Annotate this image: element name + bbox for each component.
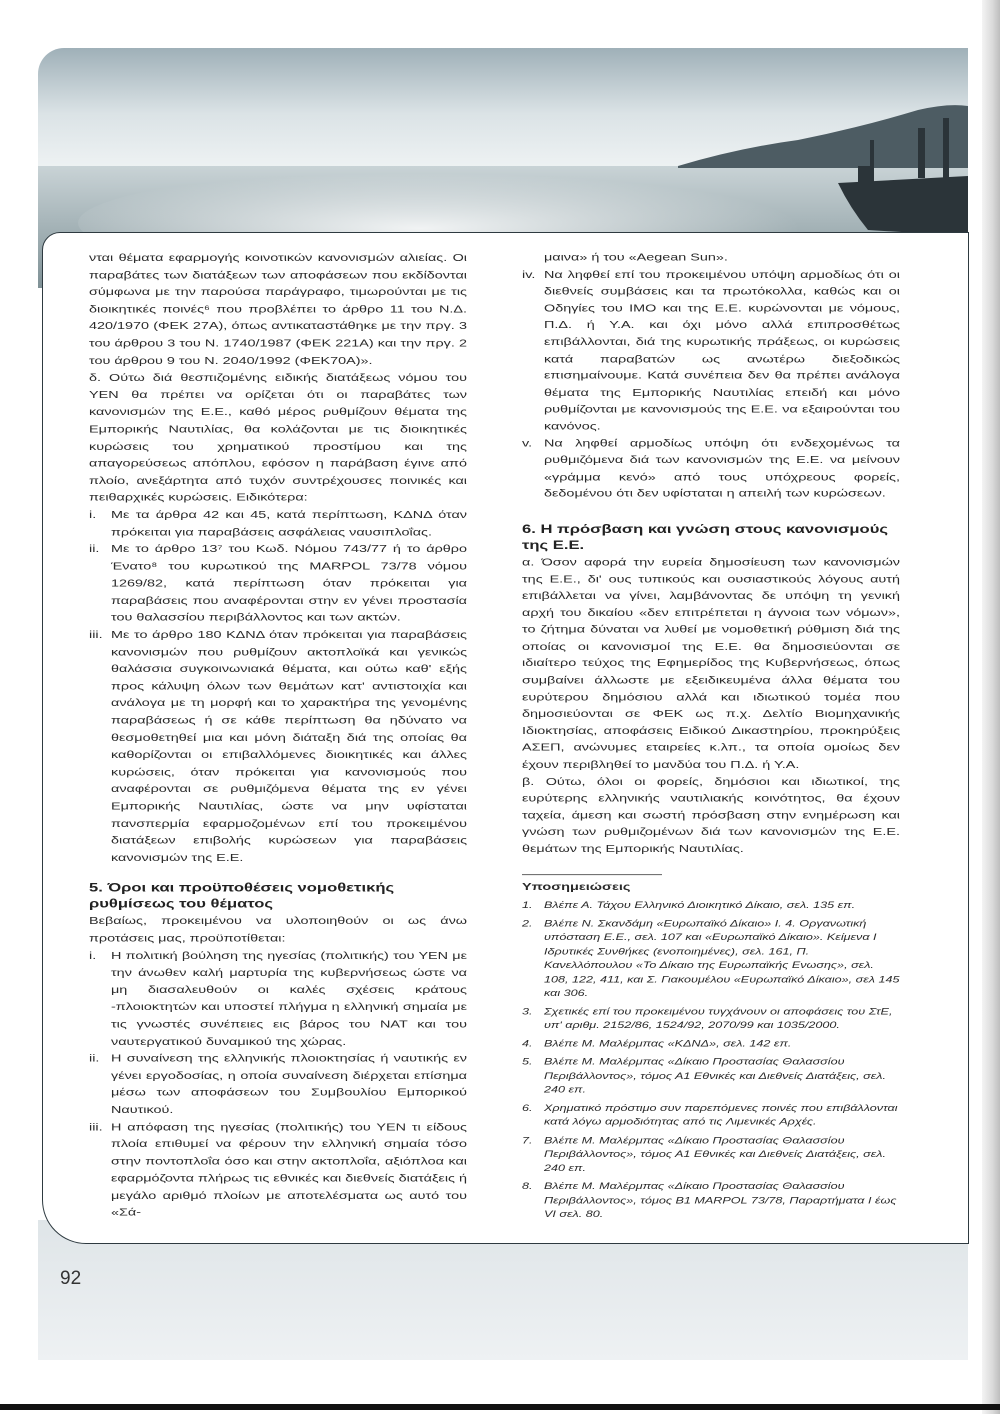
footnote: 1. Βλέπε Α. Τάχου Ελληνικό Διοικητικό Δίκαιο, σελ. 135 επ. [522,900,856,911]
section-5-intro: Βεβαίως, προκειμένου να υλοποιηθούν οι ως άνω προτάσεις μας, προϋποτίθεται: [89,915,467,945]
list-item: i. Η πολιτική βούληση της ηγεσίας (πολιτικής) του ΥΕΝ με την άνωθεν καλή μαρτυρία της κυβερνήσεως ώστε να μη διασαλευθούν οι καλές σχέσεις κράτους -πλοιοκτητών και υποστεί πλήγμα η ελληνική σημαία με τις γνωστές συνέπειες εις βάρος του ΝΑΤ και του ναυτεργατικού δυναμικού της χώρας. [89,950,467,1048]
continuation-line: μαινα» ή του «Aegean Sun». [544,252,728,264]
section-6-heading: 6. Η πρόσβαση και γνώση στους κανονισμούς της Ε.Ε. [522,522,888,552]
scan-bottom-edge [0,1404,1000,1410]
footnote: 7. Βλέπε Μ. Μαλέρμπας «Δίκαιο Προστασίας Θαλασσίου Περιβάλλοντος», τόμος Α1 Εθνικές και Διεθνείς Διατάξεις, σελ. 240 επ. [522,1135,886,1174]
section-6-a: α. Όσον αφορά την ευρεία δημοσίευση των κανονισμών της Ε.Ε., δι' ους τυπικούς και ουσιαστικούς λόγους αυτή επιβάλλεται να γίνει, λαμβάνοντας δε υπόψη τη γενική αρχή του δικαίου «δεν επιτρέπεται η άγνοια των νόμων», το ζήτημα δύναται να λυθεί με νομοθετική ρύθμιση διά της οποίας οι κανονισμοί της Ε.Ε. θα δημοσιεύονται σε ιδιαίτερο τεύχος της Εφημερίδος της Κυβερνήσεως, όπως συμβαίνει άλλωστε με εξειδικευμένα άλλα θέματα του ευρύτερου δημόσιου αλλά και ιδιωτικού τομέα που δημοσιεύονται σε ΦΕΚ ως π.χ. Δελτίο Βιομηχανικής Ιδιοκτησίας, αποφάσεις Ειδικού Δικαστηρίου, προκηρύξεις ΑΣΕΠ, ανώνυμες εταιρείες κ.λπ., τα οποία ομοίως δεν έχουν περιβληθεί το μανδύα του Π.Δ. ή Υ.Α. [522,556,900,771]
footnote: 6. Χρηματικό πρόστιμο συν παρεπόμενες ποινές που επιβάλλονται κατά λόγω αρμοδιότητας από τις Λιμενικές Αρχές. [522,1103,898,1127]
list-item: iii. Η απόφαση της ηγεσίας (πολιτικής) του ΥΕΝ τι είδους πλοία επιθυμεί να φέρουν την ελληνική σημαία τόσο στην ποντοπλοΐα όσο και στην ακτοπλοΐα, αξιόπλοα και εφαρμόζοντα πλήρως τις εθνικές και διεθνείς διατάξεις ή μεγάλο αριθμό πλοίων με αποτελέσματα ως αυτό του «Σά- [89,1121,467,1219]
scan-edge [982,0,1000,1414]
footnote: 3. Σχετικές επί του προκειμένου τυγχάνουν οι αποφάσεις του ΣτΕ, υπ' αριθμ. 2152/86, 1524/92, 2070/99 και 1035/2000. [522,1006,893,1031]
left-column [89,250,467,1222]
footnote: 4. Βλέπε Μ. Μαλέρμπας «ΚΔΝΔ», σελ. 142 επ. [522,1038,792,1049]
list-item: i. Με τα άρθρα 42 και 45, κατά περίπτωση, ΚΔΝΔ όταν πρόκειται για παραβάσεις ασφάλειας ναυσιπλοΐας. [89,509,467,539]
opening-paragraph: νται θέματα εφαρμογής κοινοτικών κανονισμών αλιείας. Οι παραβάτες των διατάξεων των αποφάσεων που εκδίδονται σύμφωνα με την παρούσα παράγραφο, τιμωρούνται με τις διοικητικές ποινές⁶ που προβλέπει το άρθρο 11 του Ν.Δ. 420/1970 (ΦΕΚ 27Α), όπως αντικαταστάθηκε με την πργ. 3 του άρθρου 3 του Ν. 1740/1987 (ΦΕΚ 221Α) και την πργ. 2 του άρθρου 9 του Ν. 2040/1992 (ΦΕΚ70Α)». [89,252,467,367]
footnotes-title: Υποσημειώσεις [522,881,631,893]
list-item: iv. Να ληφθεί επί του προκειμένου υπόψη αρμοδίως ότι οι διεθνείς συμβάσεις και τα πρωτόκολλα, καθώς και οι Οδηγίες του ΙΜΟ και της Ε.Ε. κυρώνονται με νόμους, Π.Δ. ή Υ.Α. και όχι μόνο αλλά επιπροσθέτως επιβάλλονται, διά της κυρωτικής πράξεως, οι κυρώσεις κατά παραβατών ως ανωτέρω διεξοδικώς επισημαίνουμε. Κατά συνέπεια δεν θα πρέπει ανάλογα θέματα της Εμπορικής Ναυτιλίας επειδή και μόνο ρυθμίζονται με κανονισμούς της Ε.Ε. να εξαιρούνται του κανόνος. [522,269,900,433]
list-item: iii. Με το άρθρο 180 ΚΔΝΔ όταν πρόκειται για παραβάσεις κανονισμών που ρυθμίζουν ακτοπλοϊκά και γενικώς θαλάσσια συγκοινωνιακά θέματα, και ούτω καθ' εξής προς κάλυψη όλων των θεμάτων κατ' αντιστοιχία και ανάλογα με τη μορφή και το χαρακτήρα της γενομένης παραβάσεως ή σε κάθε περίπτωση θα ηδύνατο να θεσμοθετηθεί μια και μόνη διάταξη διά της οποίας θα καθορίζονται οι επιβαλλόμενες διοικητικές και άλλες κυρώσεις, όταν πρόκειται για κανονισμούς που αναφέρονται σε ρυθμιζόμενα θέματα της εν γένει Εμπορικής Ναυτιλίας, ώστε να μην υφίσταται πανσπερμία εφαρμοζομένων επί του προκειμένου διατάξεων επιβολής κυρώσεων για παραβάσεις κανονισμών της Ε.Ε. [89,629,467,864]
footnote-rule [522,874,662,875]
right-column [522,250,900,1222]
page-number: 92 [60,1268,82,1289]
footnote: 2. Βλέπε Ν. Σκανδάμη «Ευρωπαϊκό Δίκαιο» Ι. 4. Οργανωτική υπόσταση Ε.Ε., σελ. 107 και «Ευρωπαϊκό Δίκαιο». Κείμενα Ι Ιδρυτικές Συνθήκες (ενοποιημένες), σελ. 161, Π. Κανελλόπουλου «Το Δίκαιο της Ευρωπαϊκής Ενωσης», σελ. 108, 122, 411, και Σ. Γιακουμέλου «Ευρωπαϊκό Δίκαιο», σελ 145 και 306. [522,918,900,999]
section-5-heading: 5. Όροι και προϋποθέσεις νομοθετικής ρυθμίσεως του θέματος [89,880,395,911]
list-item: v. Να ληφθεί αρμοδίως υπόψη ότι ενδεχομένως τα ρυθμιζόμενα διά των κανονισμών της Ε.Ε. να μείνουν «γράμμα κενό» από τους υπόχρεους φορείς, δεδομένου ότι δεν υφίσταται η απειλή των κυρώσεων. [522,437,900,500]
footnote: 8. Βλέπε Μ. Μαλέρμπας «Δίκαιο Προστασίας Θαλασσίου Περιβάλλοντος», τόμος Β1 MARPOL 73/78, Παραρτήματα Ι έως VI σελ. 80. [522,1181,897,1220]
footnote: 5. Βλέπε Μ. Μαλέρμπας «Δίκαιο Προστασίας Θαλασσίου Περιβάλλοντος», τόμος Α1 Εθνικές και Διεθνείς Διατάξεις, σελ. 240 επ. [522,1056,886,1095]
list-item: ii. Η συναίνεση της ελληνικής πλοιοκτησίας ή ναυτικής εν γένει εργοδοσίας, η οποία συναίνεση διέρχεται επίσημα μέσω των αποφάσεων του Συμβουλίου Εμπορικού Ναυτικού. [89,1052,467,1116]
section-6-b: β. Ούτω, όλοι οι φορείς, δημόσιοι και ιδιωτικοί, της ευρύτερης ελληνικής ναυτιλιακής κοινότητος, θα έχουν ταχεία, άμεση και σωστή πρόσβαση στην ενημέρωση και γνώση των ρυθμιζομένων διά των κανονισμών της Ε.Ε. θεμάτων της Εμπορικής Ναυτιλίας. [522,776,900,856]
list-item: ii. Με το άρθρο 13⁷ του Κωδ. Νόμου 743/77 ή το άρθρο Ένατο⁸ του κυρωτικού της MARPOL 73/78 νόμου 1269/82, κατά περίπτωση όταν πρόκειται για παραβάσεις που αναφέρονται στην εν γένει προστασία του θαλασσίου περιβάλλοντος και των ακτών. [89,543,467,624]
delta-paragraph: δ. Ούτω διά θεσπιζομένης ειδικής διατάξεως νόμου του ΥΕΝ θα πρέπει να ορίζεται ότι οι παραβάτες των κανονισμών της Ε.Ε., καθό μέρος ρυθμίζουν θέματα της Εμπορικής Ναυτιλίας, θα κολάζονται με τις διοικητικές κυρώσεις του χρηματικού προστίμου και της απαγορεύσεως απόπλου, εφόσον η παράβαση έγινε από πλοίο, ανεξάρτητα από τυχόν συντρέχουσες ποινικές και πειθαρχικές κυρώσεις. Ειδικότερα: [89,372,467,504]
